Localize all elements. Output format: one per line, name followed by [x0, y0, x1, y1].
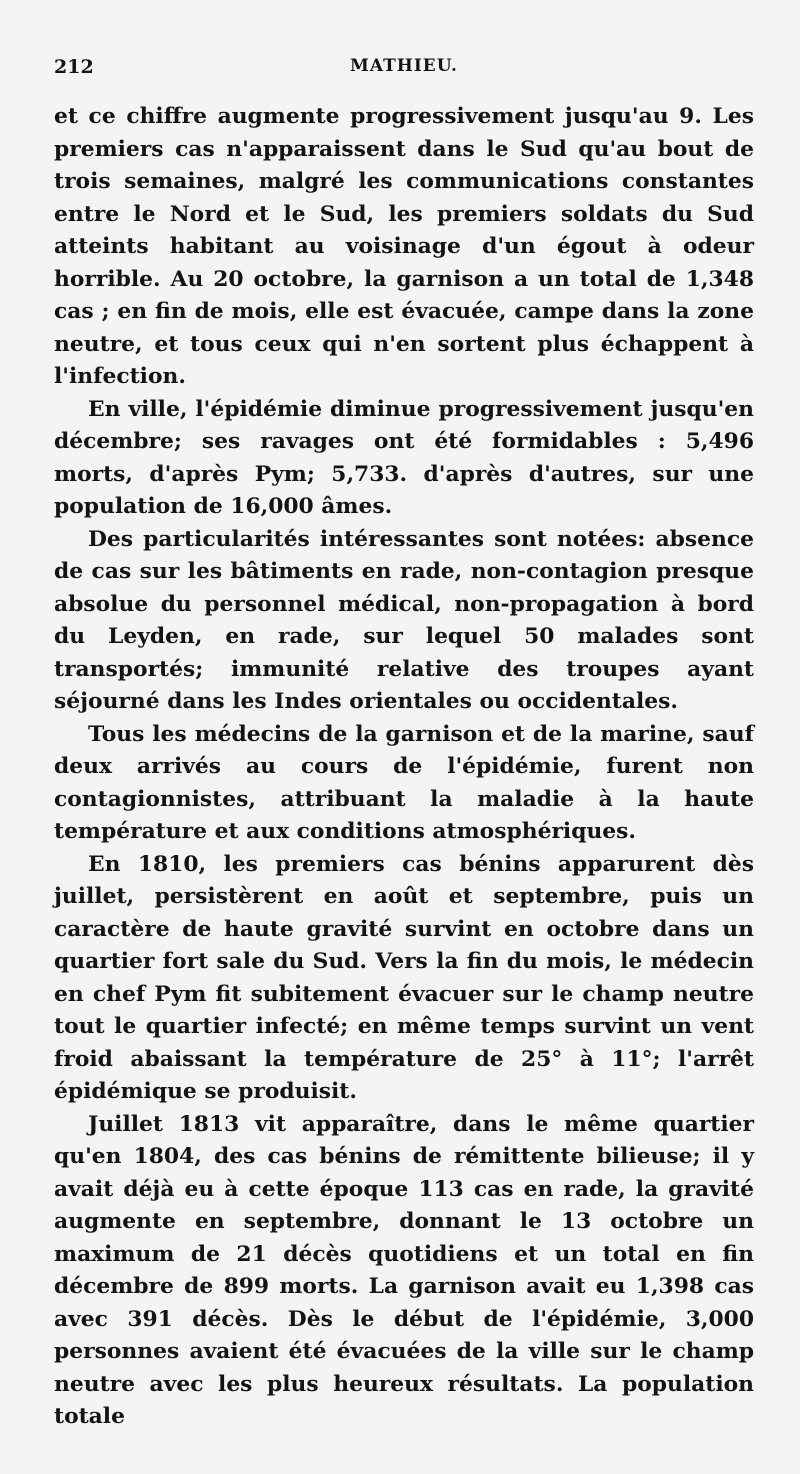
- paragraph-4: Tous les médecins de la garnison et de la marine, sauf deux arrivés au cours de l'épidémie, furent non contagionnistes, attribuant la maladie à la haute température et aux conditions atmosphériques.: [54, 721, 754, 844]
- paragraph-2: En ville, l'épidémie diminue progressivement jusqu'en décembre; ses ravages ont été formidables : 5,496 morts, d'après Pym; 5,733. d'après d'autres, sur une population de 16,000 âmes.: [54, 396, 754, 519]
- page-header: [54, 56, 754, 86]
- page-number: 212: [54, 56, 94, 78]
- running-title: MATHIEU.: [350, 56, 458, 76]
- body-text: [54, 101, 754, 1434]
- paragraph-5: En 1810, les premiers cas bénins apparurent dès juillet, persistèrent en août et septembre, puis un caractère de haute gravité survint en octobre dans un quartier fort sale du Sud. Vers la fin du mois, le médecin en chef Pym fit subitement évacuer sur le champ neutre tout le quartier infecté; en même temps survint un vent froid abaissant la température de 25° à 11°; l'arrêt épidémique se produisit.: [54, 851, 754, 1104]
- paragraph-3: Des particularités intéressantes sont notées: absence de cas sur les bâtiments en rade, non-contagion presque absolue du personnel médical, non-propagation à bord du Leyden, en rade, sur lequel 50 malades sont transportés; immunité relative des troupes ayant séjourné dans les Indes orientales ou occidentales.: [54, 526, 754, 714]
- paragraph-1: et ce chiffre augmente progressivement jusqu'au 9. Les premiers cas n'apparaissent dans le Sud qu'au bout de trois semaines, malgré les communications constantes entre le Nord et le Sud, les premiers soldats du Sud atteints habitant au voisinage d'un égout à odeur horrible. Au 20 octobre, la garnison a un total de 1,348 cas ; en fin de mois, elle est évacuée, campe dans la zone neutre, et tous ceux qui n'en sortent plus échappent à l'infection.: [54, 104, 754, 389]
- paragraph-6: Juillet 1813 vit apparaître, dans le même quartier qu'en 1804, des cas bénins de rémittente bilieuse; il y avait déjà eu à cette époque 113 cas en rade, la gravité augmente en septembre, donnant le 13 octobre un maximum de 21 décès quotidiens et un total en fin décembre de 899 morts. La garnison avait eu 1,398 cas avec 391 décès. Dès le début de l'épidémie, 3,000 personnes avaient été évacuées de la ville sur le champ neutre avec les plus heureux résultats. La population totale: [54, 1111, 754, 1429]
